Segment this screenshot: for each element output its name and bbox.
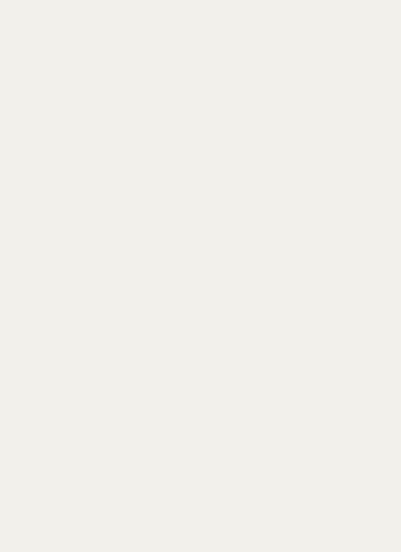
text-columns (14, 20, 388, 550)
right-column (206, 20, 388, 550)
page-header (0, 0, 401, 18)
left-column (14, 20, 196, 550)
